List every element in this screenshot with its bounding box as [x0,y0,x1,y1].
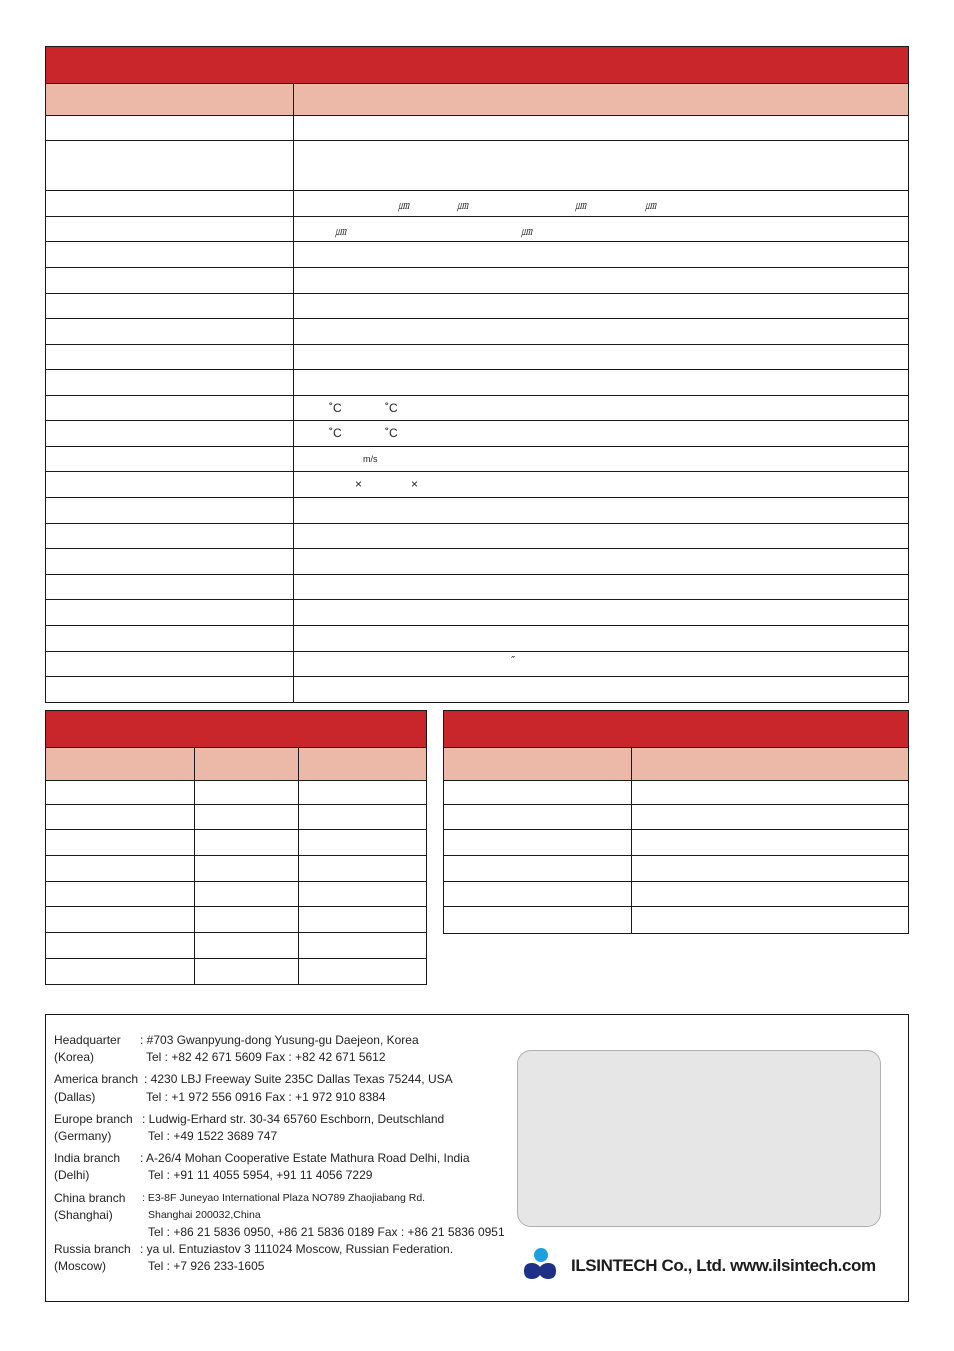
branch-india [54,1150,505,1184]
left-table [45,710,427,985]
branch-contact-list [54,1032,505,1276]
branch-name: India branch [54,1151,121,1166]
branch-location: (Germany) [54,1129,112,1144]
table-row-divider [46,574,908,575]
table-row-divider [46,216,908,217]
branch-location: (Shanghai) [54,1207,113,1222]
branch-america [54,1071,505,1105]
unit-micron: ㎛ [521,225,532,238]
table-row-divider [46,625,908,626]
ilsintech-logo-icon [522,1248,558,1282]
branch-phone: Tel : +86 21 5836 0950, +86 21 5836 0189 Fax : +86 21 5836 0951 [148,1225,505,1240]
branch-phone: Tel : +82 42 671 5609 Fax : +82 42 671 5612 [146,1050,386,1065]
table-row-divider [46,829,426,830]
unit-micron: ㎛ [575,199,586,212]
table-row-divider [46,293,908,294]
unit-inch: ″ [511,654,516,667]
branch-europe [54,1111,505,1145]
table-row-divider [444,804,908,805]
table-row-divider [46,523,908,524]
table-row-divider [46,369,908,370]
unit-meters-per-second: m/s [363,454,378,464]
table-row-divider [46,651,908,652]
branch-location: (Dallas) [54,1089,96,1104]
table-row-divider [46,241,908,242]
unit-celsius: ˚C [385,426,398,440]
spec-table [45,46,909,703]
branch-phone: Tel : +91 11 4055 5954, +91 11 4056 7229 [148,1168,373,1183]
branch-china [54,1190,505,1242]
gray-placeholder-panel [517,1050,881,1227]
left-table-column-divider [298,747,299,984]
table-row-divider [46,932,426,933]
branch-headquarter [54,1032,505,1066]
table-row-divider [444,855,908,856]
spec-table-header-row [46,83,908,116]
branch-location: (Moscow) [54,1259,107,1274]
unit-celsius: ˚C [329,426,342,440]
branch-phone: Tel : +49 1522 3689 747 [148,1129,278,1144]
unit-micron: ㎛ [398,199,409,212]
table-row-divider [46,497,908,498]
branch-name: China branch [54,1190,126,1205]
table-row-divider [46,906,426,907]
table-row-divider [46,599,908,600]
table-row-divider [46,804,426,805]
table-row-divider [46,676,908,677]
branch-address-line2: Shanghai 200032,China [148,1208,261,1221]
branch-name: Headquarter [54,1033,121,1047]
table-row-divider [46,548,908,549]
table-row-divider [46,958,426,959]
left-table-header-row [46,747,426,781]
table-row-divider [46,318,908,319]
table-row-divider [444,906,908,907]
right-table-header-row [444,747,908,781]
left-table-title-bar [46,711,426,747]
table-row-divider [46,471,908,472]
unit-micron: ㎛ [457,199,468,212]
branch-phone: Tel : +1 972 556 0916 Fax : +1 972 910 8384 [146,1089,386,1104]
table-row-divider [46,420,908,421]
branch-russia [54,1241,505,1275]
table-row-divider [46,881,426,882]
branch-name: Europe branch [54,1111,133,1126]
company-name-and-website: ILSINTECH Co., Ltd. www.ilsintech.com [571,1256,876,1275]
table-row-divider [46,267,908,268]
spec-table-column-divider [293,83,294,702]
branch-address: : ya ul. Entuziastov 3 111024 Moscow, Russian Federation. [140,1242,454,1257]
table-row-divider [46,395,908,396]
table-row-divider [46,446,908,447]
branch-location: (Delhi) [54,1168,90,1183]
branch-name: Russia branch [54,1242,131,1257]
unit-times: × [411,477,419,491]
table-row-divider [46,344,908,345]
branch-location: (Korea) [54,1050,95,1065]
right-table [443,710,909,934]
table-row-divider [46,190,908,191]
branch-phone: Tel : +7 926 233-1605 [148,1259,265,1274]
spec-table-title-bar [46,47,908,83]
branch-name: America branch [54,1072,139,1087]
branch-address: : E3-8F Juneyao International Plaza NO789 Zhaojiabang Rd. [142,1191,426,1204]
unit-micron: ㎛ [645,199,656,212]
unit-micron: ㎛ [335,225,346,238]
table-row-divider [46,140,908,141]
branch-address: : A-26/4 Mohan Cooperative Estate Mathura Road Delhi, India [140,1151,470,1166]
table-row-divider [444,881,908,882]
branch-address: : #703 Gwanpyung-dong Yusung-gu Daejeon, Korea [140,1033,419,1047]
unit-times: × [355,477,363,491]
right-table-title-bar [444,711,908,747]
branch-address: : 4230 LBJ Freeway Suite 235C Dallas Texas 75244, USA [144,1072,453,1087]
unit-celsius: ˚C [329,401,342,415]
table-row-divider [444,829,908,830]
left-table-column-divider [194,747,195,984]
branch-address: : Ludwig-Erhard str. 30-34 65760 Eschborn, Deutschland [142,1111,445,1126]
unit-celsius: ˚C [385,401,398,415]
table-row-divider [46,855,426,856]
